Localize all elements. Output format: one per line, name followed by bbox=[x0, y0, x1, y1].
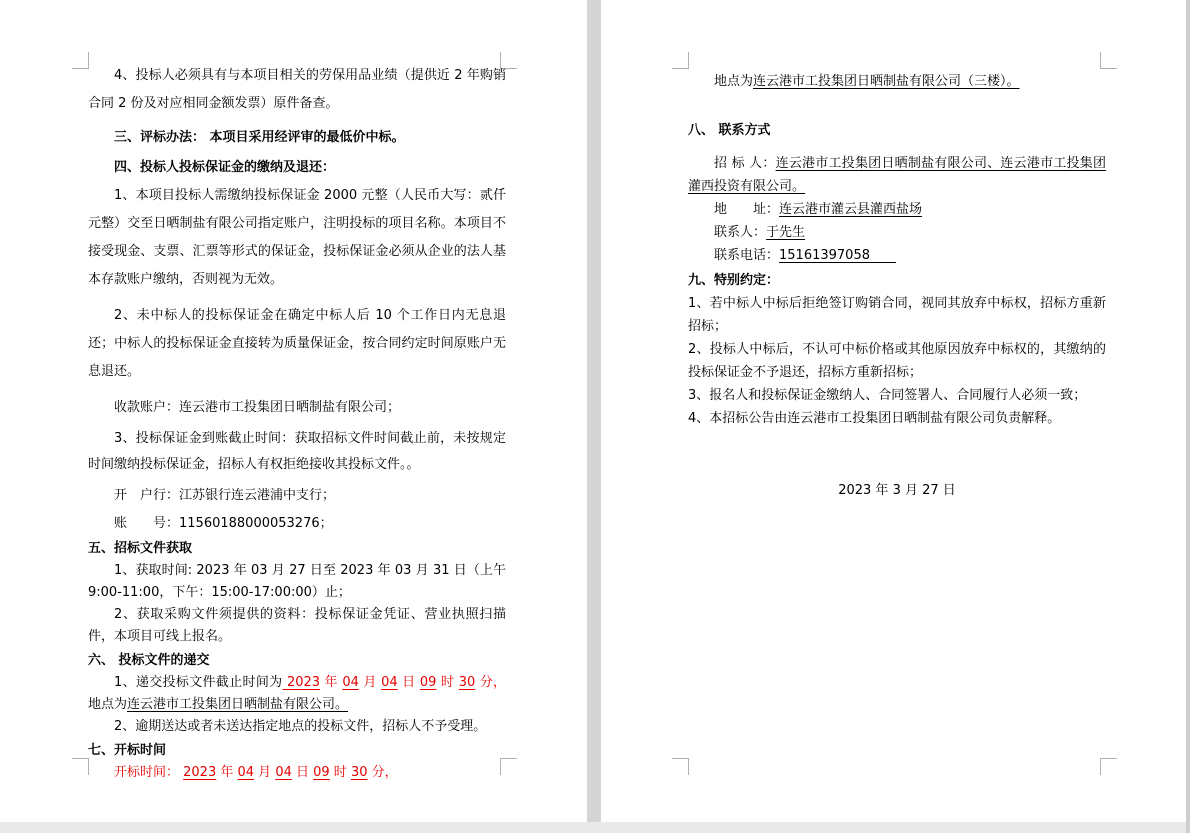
page-1 bbox=[0, 0, 587, 822]
heading-section-8 bbox=[688, 119, 1106, 142]
text-run: 分， bbox=[475, 675, 507, 690]
text-run: 1、若中标人中标后拒绝签订购销合同，视同其放弃中标权，招标方重新招标； bbox=[688, 296, 1106, 334]
text-run: 2、逾期送达或者未送达指定地点的投标文件，招标人不予受理。 bbox=[114, 719, 487, 734]
text-run: 15161397058 bbox=[779, 248, 896, 263]
para-bank bbox=[88, 482, 506, 510]
text-run: 2、投标人中标后，不认可中标价格或其他原因放弃中标权的，其缴纳的投标保证金不予退还，招标方重新招标； bbox=[688, 342, 1106, 380]
text-run: 月 bbox=[358, 675, 382, 690]
text-run: 七、开标时间 bbox=[88, 743, 167, 758]
horizontal-scrollbar[interactable] bbox=[0, 822, 1186, 833]
page-gap bbox=[587, 0, 601, 822]
para-deposit-1 bbox=[88, 182, 506, 294]
heading-section-7 bbox=[88, 740, 506, 762]
text-boundary-mark bbox=[672, 52, 689, 69]
text-run: 2023 bbox=[183, 765, 217, 780]
para-obtain-time bbox=[88, 560, 506, 604]
text-run: 4、投标人必须具有与本项目相关的劳保用品业绩（提供近 2 年购销合同 2 份及对应相同金额发票）原件备查。 bbox=[88, 68, 506, 111]
text-run: 04 bbox=[237, 765, 255, 780]
heading-section-6 bbox=[88, 650, 506, 672]
text-run: 2、获取采购文件须提供的资料：投标保证金凭证、营业执照扫描件，本项目可线上报名。 bbox=[88, 607, 506, 644]
text-boundary-mark bbox=[72, 758, 89, 775]
para-tenderer bbox=[688, 152, 1106, 198]
para-submission-deadline bbox=[88, 672, 506, 716]
text-boundary-mark bbox=[1100, 758, 1117, 775]
text-run: 四、投标人投标保证金的缴纳及退还： bbox=[114, 160, 336, 175]
para-bid-opening-place bbox=[688, 70, 1106, 93]
text-run: 30 bbox=[458, 675, 476, 690]
text-boundary-mark bbox=[72, 52, 89, 69]
text-run: 04 bbox=[381, 675, 398, 690]
para-date bbox=[688, 479, 1106, 502]
text-run: 30 bbox=[350, 765, 368, 780]
text-run: 年 bbox=[320, 675, 343, 690]
para-contact-phone bbox=[688, 244, 1106, 267]
text-run: 1、获取时间: 2023 年 03 月 27 日至 2023 年 03 月 31 日（上午 9:00-11:00，下午：15:00-17:00:00）止； bbox=[88, 563, 506, 600]
page-2 bbox=[601, 0, 1186, 822]
para-account-number bbox=[88, 510, 506, 538]
para-special-3 bbox=[688, 384, 1106, 407]
text-run: 地 址： bbox=[714, 202, 780, 217]
vertical-scrollbar[interactable] bbox=[1186, 0, 1190, 833]
text-run: 连云港市工投集团日晒制盐有限公司。 bbox=[127, 697, 349, 712]
text-run: 连云港市灌云县灌西盐场 bbox=[779, 202, 923, 217]
text-run: 六、 投标文件的递交 bbox=[88, 653, 210, 668]
text-run: 九、特别约定： bbox=[688, 273, 780, 288]
para-deposit-3 bbox=[88, 426, 506, 478]
text-run: 09 bbox=[313, 765, 330, 780]
text-run: 月 bbox=[254, 765, 276, 780]
text-run: 1、递交投标文件截止时间为 bbox=[114, 675, 283, 690]
text-run: 收款账户：连云港市工投集团日晒制盐有限公司； bbox=[114, 400, 401, 415]
text-run: 09 bbox=[419, 675, 437, 690]
text-run: 八、 联系方式 bbox=[688, 123, 771, 138]
heading-section-5 bbox=[88, 538, 506, 560]
para-deposit-2 bbox=[88, 302, 506, 386]
text-run: 日 bbox=[397, 675, 420, 690]
page-1-content bbox=[88, 62, 506, 784]
text-run: 2、未中标人的投标保证金在确定中标人后 10 个工作日内无息退还；中标人的投标保证金直接转为质量保证金，按合同约定时间原账户无息退还。 bbox=[88, 308, 506, 379]
text-run: 3、报名人和投标保证金缴纳人、合同签署人、合同履行人必须一致； bbox=[688, 388, 1087, 403]
text-run: 2023 年 3 月 27 日 bbox=[838, 483, 956, 498]
heading-section-4 bbox=[88, 154, 506, 182]
text-run: 分， bbox=[367, 765, 398, 780]
text-run: 时 bbox=[329, 765, 351, 780]
text-run: 2023 bbox=[282, 675, 321, 690]
text-run: 04 bbox=[342, 675, 359, 690]
page-2-content bbox=[688, 62, 1106, 502]
text-run: 年 bbox=[216, 765, 238, 780]
para-late-delivery bbox=[88, 716, 506, 738]
text-run: 04 bbox=[275, 765, 292, 780]
text-run: 地点为 bbox=[714, 74, 754, 89]
para-bid-opening-time bbox=[88, 762, 506, 784]
text-boundary-mark bbox=[672, 758, 689, 775]
text-run: 1、本项目投标人需缴纳投标保证金 2000 元整（人民币大写：贰仟元整）交至日晒制盐有限公司指定账户，注明投标的项目名称。本项目不接受现金、支票、汇票等形式的保证金，投标保证金必须从企业的法人基本存款账户缴纳，否则视为无效。 bbox=[88, 188, 506, 287]
para-address bbox=[688, 198, 1106, 221]
text-run: 3、投标保证金到账截止时间：获取招标文件时间截止前，未按规定时间缴纳投标保证金，招标人有权拒绝接收其投标文件。。 bbox=[88, 431, 506, 472]
text-run: 招 标 人： bbox=[714, 156, 776, 171]
para-special-4 bbox=[688, 407, 1106, 430]
text-run: 三、评标办法： 本项目采用经评审的最低价中标。 bbox=[114, 130, 405, 145]
heading-section-9 bbox=[688, 269, 1106, 292]
text-run: 地点为 bbox=[88, 697, 128, 712]
text-run: 日 bbox=[291, 765, 314, 780]
text-run: 4、本招标公告由连云港市工投集团日晒制盐有限公司负责解释。 bbox=[688, 411, 1061, 426]
text-run: 开 户行：江苏银行连云港浦中支行； bbox=[114, 488, 336, 503]
text-run: 开标时间： bbox=[114, 765, 184, 780]
para-special-2 bbox=[688, 338, 1106, 384]
para-contact-person bbox=[688, 221, 1106, 244]
text-run: 于先生 bbox=[766, 225, 806, 240]
text-run: 账 号：11560188000053276； bbox=[114, 516, 333, 531]
text-run: 五、招标文件获取 bbox=[88, 541, 193, 556]
text-run: 连云港市工投集团日晒制盐有限公司、连云港市工投集团灌西投资有限公司。 bbox=[688, 156, 1106, 194]
para-special-1 bbox=[688, 292, 1106, 338]
para-qualification-4 bbox=[88, 62, 506, 118]
para-payee-account bbox=[88, 394, 506, 422]
text-run: 联系电话： bbox=[714, 248, 780, 263]
text-run: 连云港市工投集团日晒制盐有限公司（三楼）。 bbox=[753, 74, 1020, 89]
text-run: 联系人： bbox=[714, 225, 767, 240]
text-run: 时 bbox=[436, 675, 459, 690]
heading-section-3 bbox=[88, 124, 506, 152]
para-obtain-materials bbox=[88, 604, 506, 648]
